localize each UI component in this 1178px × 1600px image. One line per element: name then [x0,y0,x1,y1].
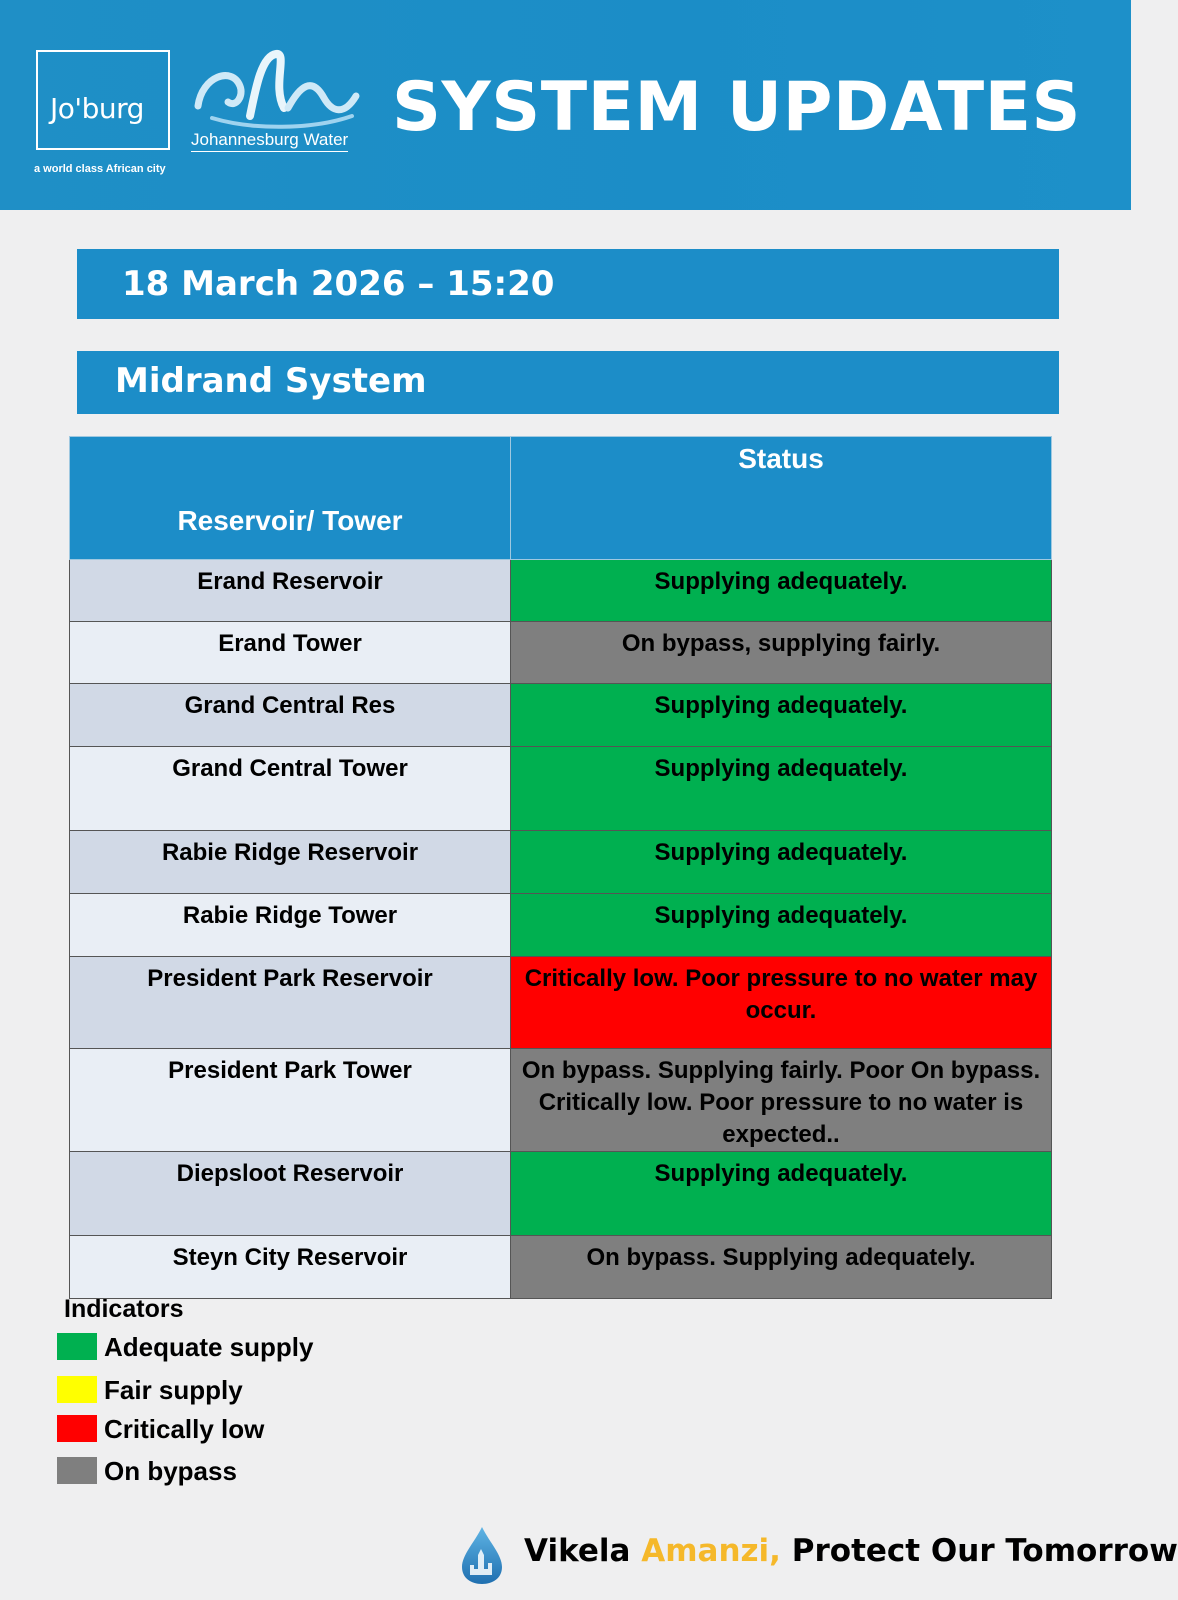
header-banner [0,0,1131,210]
status-cell: Supplying adequately. [511,831,1052,894]
legend-swatch-yellow [57,1376,97,1403]
status-cell: Supplying adequately. [511,747,1052,831]
status-cell: Critically low. Poor pressure to no water may occur. [511,957,1052,1049]
legend-swatch-red [57,1415,97,1442]
reservoir-name: Grand Central Tower [70,747,511,831]
status-cell: Supplying adequately. [511,684,1052,747]
johannesburg-water-name: Johannesburg Water [191,130,348,152]
reservoir-name: Erand Reservoir [70,560,511,622]
indicators-title: Indicators [64,1295,184,1323]
table-row [70,894,1052,957]
tagline-rest: Protect Our Tomorrow [791,1533,1178,1569]
date-banner: 18 March 2026 – 15:20 [77,249,1059,319]
reservoir-name: President Park Tower [70,1049,511,1152]
tagline [524,1533,1178,1569]
page-title: SYSTEM UPDATES [392,68,1082,147]
reservoir-name: Diepsloot Reservoir [70,1152,511,1236]
reservoir-name: Grand Central Res [70,684,511,747]
tagline-word-vikela: Vikela [524,1533,631,1569]
table-row [70,1152,1052,1236]
tagline-word-amanzi: Amanzi, [641,1533,781,1569]
legend-label: On bypass [104,1456,237,1486]
footer-slogan [460,1525,1178,1585]
table-row [70,560,1052,622]
status-cell: On bypass, supplying fairly. [511,622,1052,684]
status-cell: Supplying adequately. [511,894,1052,957]
reservoir-name: President Park Reservoir [70,957,511,1049]
joburg-tagline: a world class African city [34,163,166,175]
system-banner: Midrand System [77,351,1059,414]
legend-swatch-grey [57,1457,97,1484]
water-drop-icon [460,1525,504,1585]
legend-label: Critically low [104,1414,265,1444]
reservoir-name: Steyn City Reservoir [70,1236,511,1299]
table-row [70,1236,1052,1299]
column-header-name: Reservoir/ Tower [70,437,511,560]
table-row [70,684,1052,747]
legend-label: Fair supply [104,1375,243,1405]
table-row [70,622,1052,684]
status-cell: Supplying adequately. [511,1152,1052,1236]
table-row [70,831,1052,894]
table-row [70,1049,1052,1152]
table-row [70,957,1052,1049]
legend-swatch-green [57,1333,97,1360]
status-cell: Supplying adequately. [511,560,1052,622]
reservoir-name: Rabie Ridge Reservoir [70,831,511,894]
reservoir-name: Erand Tower [70,622,511,684]
column-header-status: Status [511,437,1052,560]
status-cell: On bypass. Supplying fairly. Poor On bypass. Critically low. Poor pressure to no water is expected.. [511,1049,1052,1152]
table-row [70,747,1052,831]
legend-label: Adequate supply [104,1332,314,1362]
reservoir-name: Rabie Ridge Tower [70,894,511,957]
joburg-logo-text: Jo'burg [50,92,144,125]
status-cell: On bypass. Supplying adequately. [511,1236,1052,1299]
status-table [69,436,1052,1299]
johannesburg-water-logo-icon [192,46,364,134]
table-header-row [70,437,1052,560]
